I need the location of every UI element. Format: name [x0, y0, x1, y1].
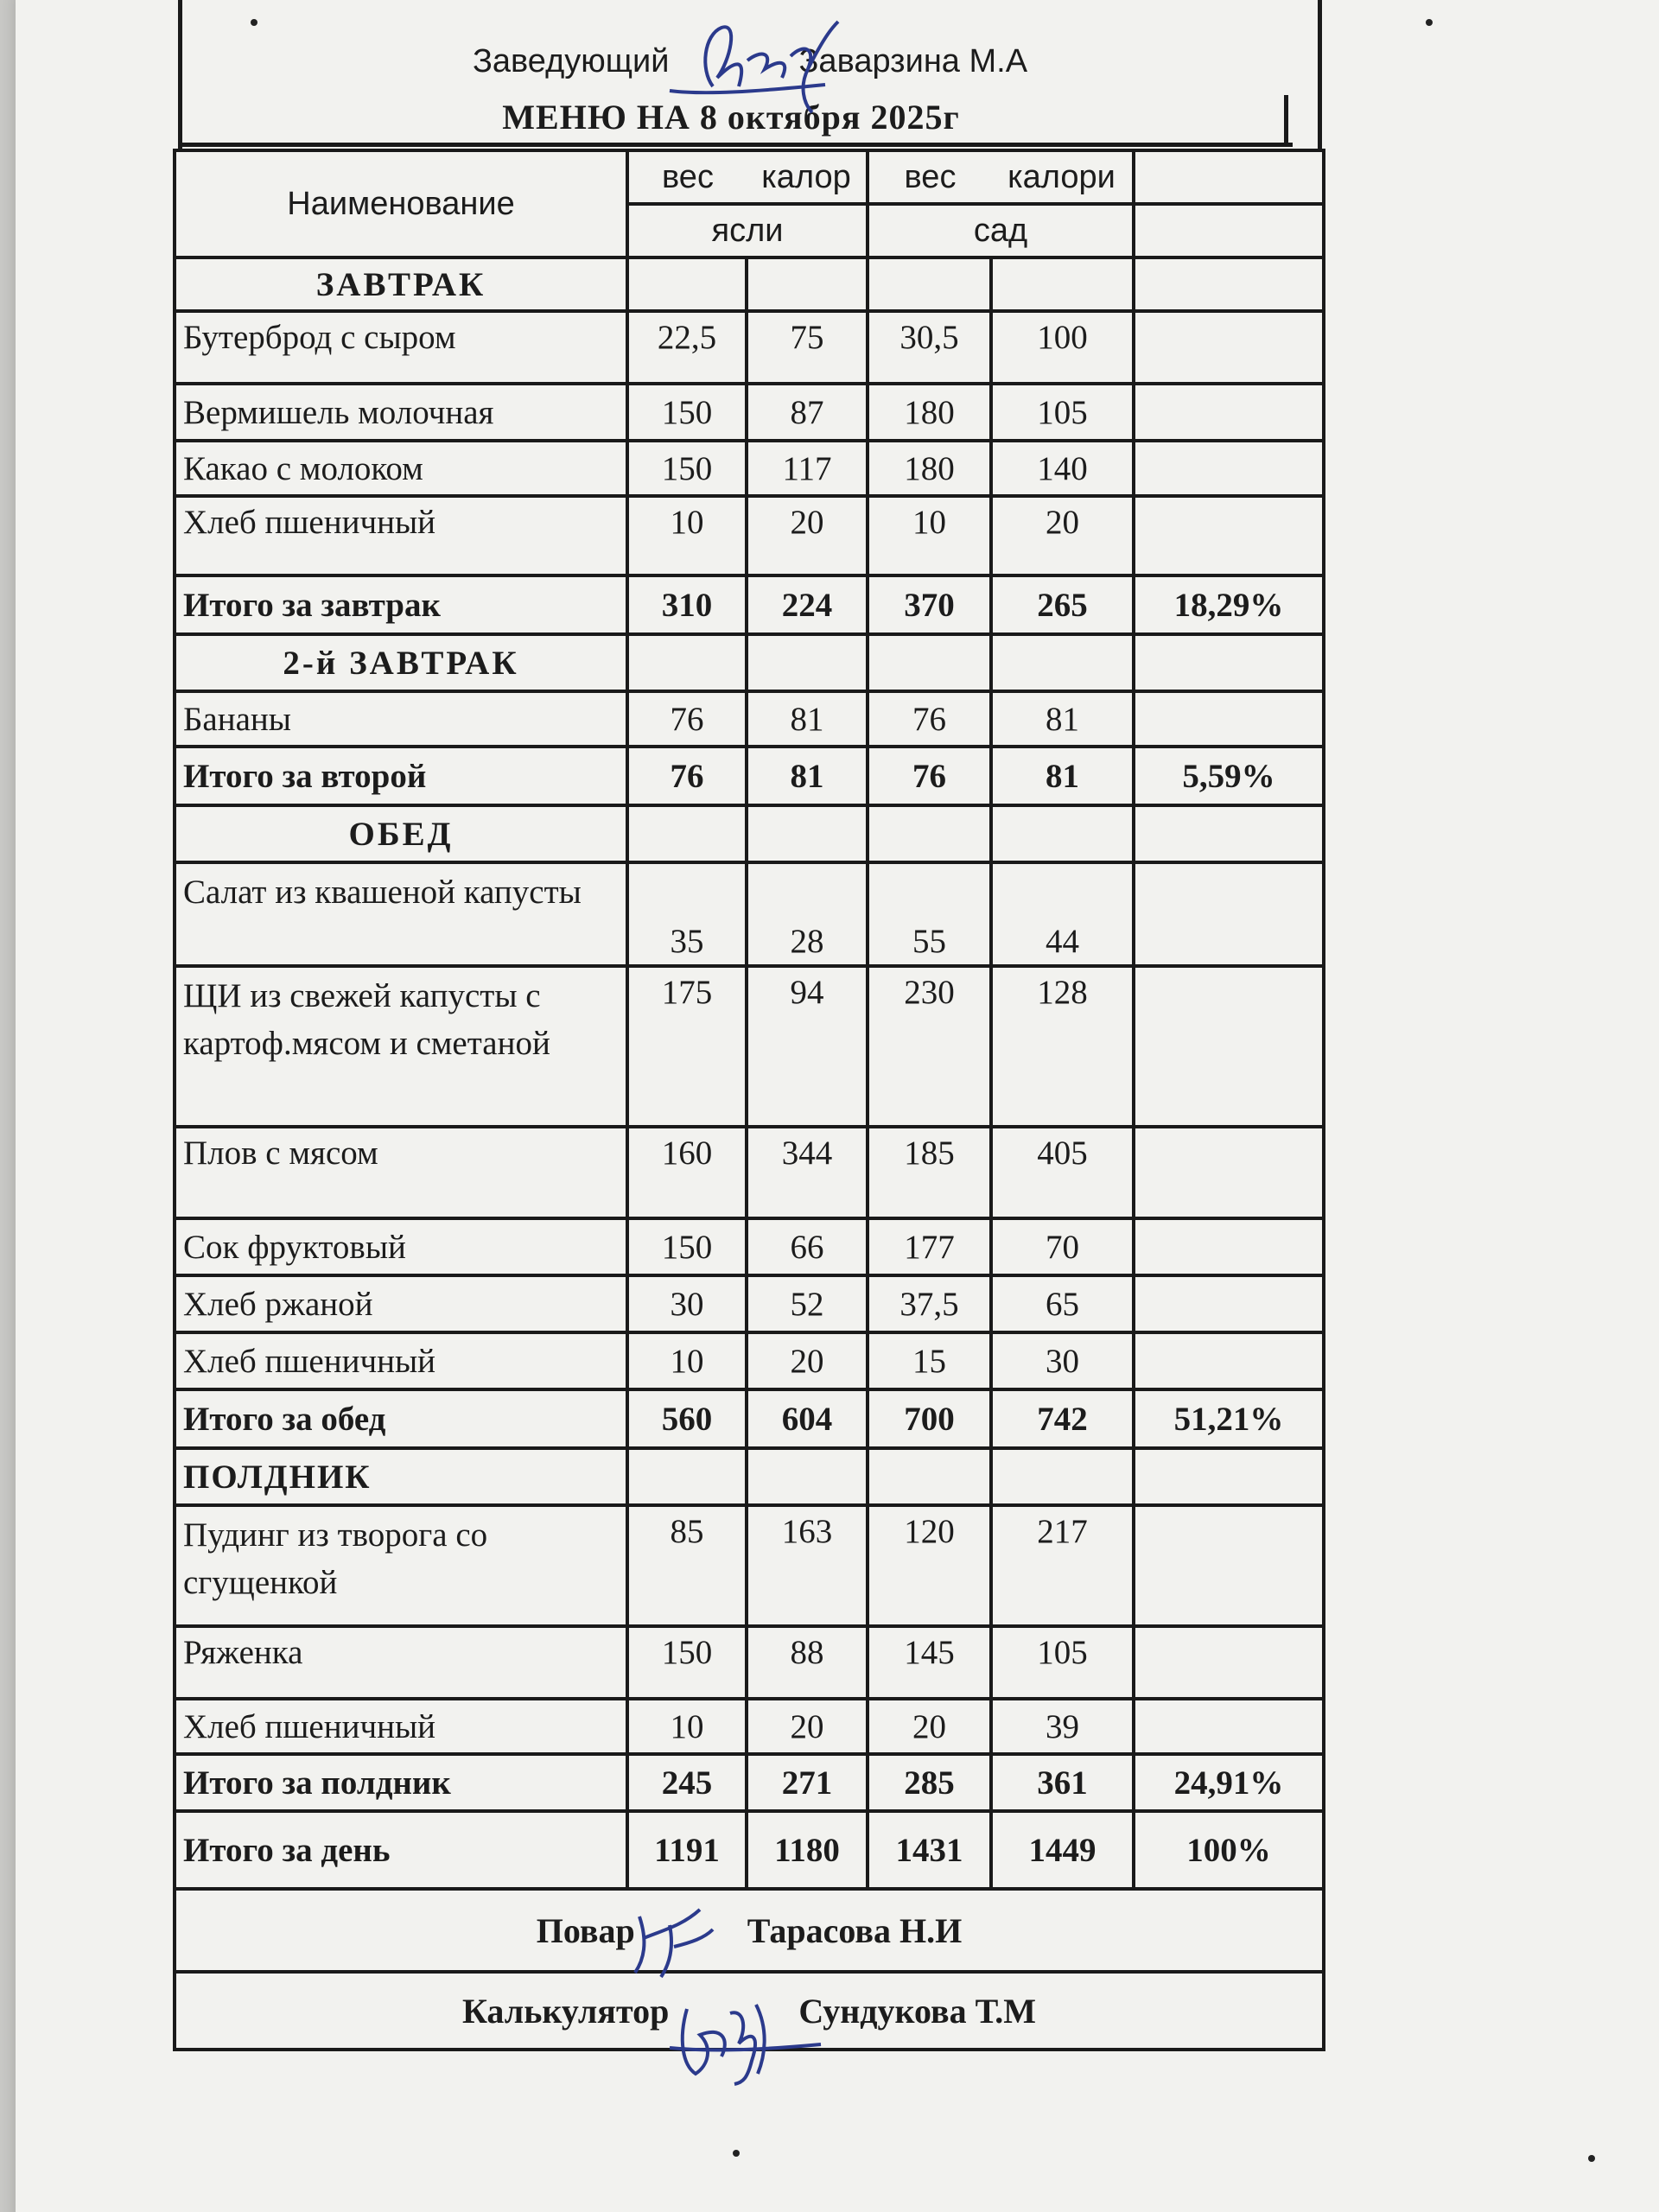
section-row: [175, 634, 1324, 691]
table-row: Сок фруктовый 150 66 177 70: [175, 1218, 1324, 1275]
menu-table: [173, 149, 1325, 2051]
calculator-row: [175, 1972, 1324, 2050]
group-kindergarten-header: сад: [868, 204, 1134, 257]
day-total-row: Итого за день 1191 1180 1431 1449 100%: [175, 1811, 1324, 1889]
table-row: Хлеб пшеничный 10 20 10 20: [175, 496, 1324, 575]
table-row: Бутерброд с сыром 22,5 75 30,5 100: [175, 311, 1324, 384]
table-row: Вермишель молочная 150 87 180 105: [175, 384, 1324, 441]
table-row: Ряженка 150 88 145 105: [175, 1626, 1324, 1699]
cook-row: [175, 1889, 1324, 1972]
menu-title: МЕНЮ НА 8 октября 2025г: [502, 98, 960, 137]
table-row: Бананы 76 81 76 81: [175, 691, 1324, 747]
subtotal-row: Итого за обед 560 604 700 742 51,21%: [175, 1389, 1324, 1448]
percent-cell: 24,91%: [1134, 1754, 1324, 1811]
subtotal-row: Итого за завтрак 310 224 370 265 18,29%: [175, 575, 1324, 634]
table-row: Пудинг из творога со сгущенкой 85 163 120 217: [175, 1505, 1324, 1626]
subtotal-row: Итого за полдник 245 271 285 361 24,91%: [175, 1754, 1324, 1811]
section-breakfast: ЗАВТРАК: [175, 257, 627, 311]
section-row: [175, 805, 1324, 862]
col-cal1-header: калор: [747, 150, 868, 204]
section-snack: ПОЛДНИК: [175, 1448, 627, 1505]
manager-line: [182, 43, 1318, 80]
percent-cell: 18,29%: [1134, 575, 1324, 634]
table-row: Хлеб пшеничный 10 20 15 30: [175, 1332, 1324, 1389]
punch-dot: [1588, 2155, 1595, 2162]
group-nursery-header: ясли: [627, 204, 868, 257]
col-weight2-header: вес: [868, 150, 991, 204]
col-weight1-header: вес: [627, 150, 747, 204]
document-header: [178, 0, 1322, 149]
cook-name: Тарасова Н.И: [747, 1910, 963, 1950]
percent-cell: 51,21%: [1134, 1389, 1324, 1448]
section-lunch: ОБЕД: [175, 805, 627, 862]
table-row: Какао с молоком 150 117 180 140: [175, 441, 1324, 496]
menu-document: [154, 0, 1324, 2061]
table-row: ЩИ из свежей капусты с картоф.мясом и сметаной 175 94 230 128: [175, 966, 1324, 1127]
table-row: Хлеб ржаной 30 52 37,5 65: [175, 1275, 1324, 1332]
subtotal-row: Итого за второй 76 81 76 81 5,59%: [175, 747, 1324, 805]
column-header-row: [175, 150, 1324, 204]
col-cal2-header: калори: [991, 150, 1134, 204]
punch-dot: [1426, 19, 1433, 26]
manager-name: Заварзина М.А: [798, 43, 1028, 79]
manager-label: Заведующий: [472, 43, 670, 79]
calculator-label: Калькулятор: [461, 1991, 670, 2031]
punch-dot: [733, 2150, 740, 2157]
section-row: [175, 1448, 1324, 1505]
col-name-header: Наименование: [175, 150, 627, 257]
table-row: Хлеб пшеничный 10 20 20 39: [175, 1699, 1324, 1754]
section-second-breakfast: 2-й ЗАВТРАК: [175, 634, 627, 691]
calculator-name: Сундукова Т.М: [798, 1991, 1037, 2031]
section-row: [175, 257, 1324, 311]
cook-label: Повар: [536, 1910, 635, 1950]
percent-cell: 5,59%: [1134, 747, 1324, 805]
table-row: Салат из квашеной капусты 35 28 55 44: [175, 862, 1324, 966]
table-row: Плов с мясом 160 344 185 405: [175, 1127, 1324, 1218]
percent-cell: 100%: [1134, 1811, 1324, 1889]
